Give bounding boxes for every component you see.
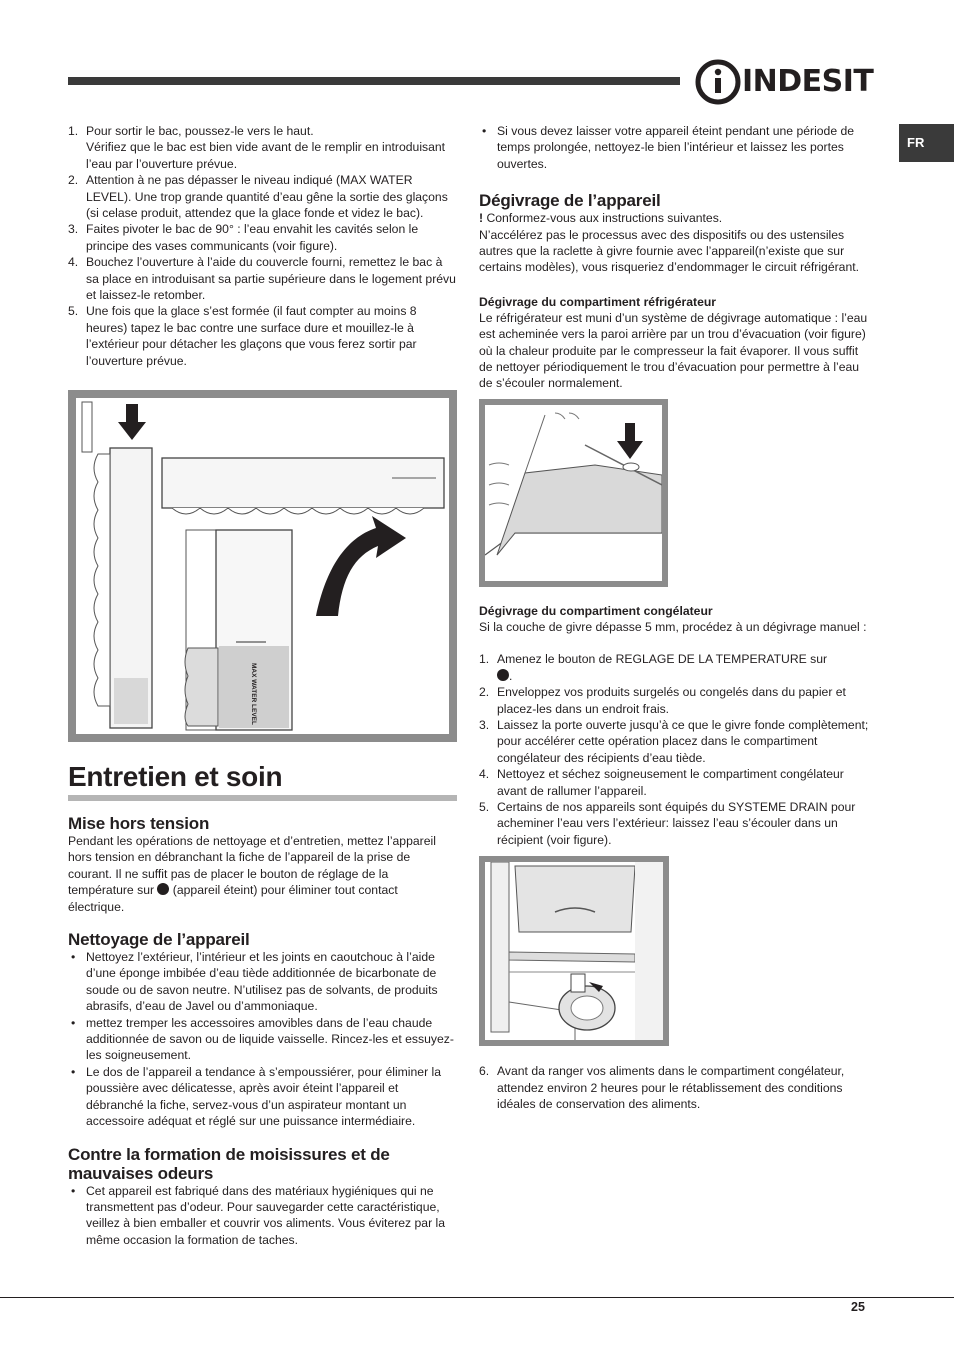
- left-column: [68, 123, 458, 1247]
- step-text: Une fois que la glace s’est formée (il faut compter au moins 8 heures) tapez le bac contre une surface dure et mouillez-le à l’extérieur pour détacher les glaçons que vous ferez sortir par l’ouverture prévue.: [86, 304, 417, 368]
- congelateur-intro: Si la couche de givre dépasse 5 mm, procédez à un dégivrage manuel :: [479, 619, 867, 634]
- fridge-drain-illustration: [485, 405, 662, 581]
- list-item: 6. Avant da ranger vos aliments dans le compartiment congélateur, attendez environ 2 heures pour le rétablissement des conditions idéales de conservation des aliments.: [479, 1064, 845, 1111]
- nettoyage-list: [68, 949, 457, 1129]
- heading-degivrage: Dégivrage de l’appareil: [479, 191, 661, 211]
- step-text: Attention à ne pas dépasser le niveau indiqué (MAX WATER LEVEL). Une trop grande quantité d’eau gêne la sortie des glaçons (si celase produit, attendez que la glace fonde et videz le bac).: [86, 173, 448, 221]
- freezer-drain-illustration: [485, 862, 663, 1040]
- list-item: 2. Enveloppez vos produits surgelés ou congelés dans du papier et placez-les dans un endroit frais.: [479, 685, 846, 716]
- list-item: • Si vous devez laisser votre appareil éteint pendant une période de temps prolongée, nettoyez-le bien l’intérieur et laissez les portes ouvertes.: [479, 123, 871, 172]
- list-item: • Cet appareil est fabriqué dans des matériaux hygiéniques qui ne transmettent pas d’odeur. Pour sauvegarder cette caractéristique, veillez à bien emballer et couvrir vos aliments. Vous éviterez par la même occasion la formation de taches.: [68, 1183, 457, 1249]
- list-item: 5. Une fois que la glace s’est formée (il faut compter au moins 8 heures) tapez le bac contre une surface dure et mouillez-le à l’extérieur pour détacher les glaçons que vous ferez sortir par l’ouverture prévue.: [68, 304, 417, 368]
- moisissures-list: [68, 1183, 457, 1249]
- list-item: 1. Pour sortir le bac, poussez-le vers le haut. Vérifiez que le bac est bien vide avant de le remplir en introduisant l’eau par l’ouverture prévue.: [68, 124, 446, 171]
- brand-wordmark: INDESIT: [742, 64, 874, 99]
- list-item: 2. Attention à ne pas dépasser le niveau indiqué (MAX WATER LEVEL). Une trop grande quantité d’eau gêne la sortie des glaçons (si celase produit, attendez que la glace fonde et videz le bac).: [68, 173, 448, 221]
- step-text: Bouchez l’ouverture à l’aide du couvercle fourni, remettez le bac à sa place en introduisant sa partie supérieure dans le logement prévu et laissez-le retomber.: [86, 255, 456, 303]
- fridge-drain-figure: [479, 399, 668, 587]
- header-bar: [68, 77, 680, 85]
- indesit-logo: [694, 58, 874, 106]
- congelateur-steps: [479, 651, 871, 848]
- list-item: 5. Certains de nos appareils sont équipés du SYSTEME DRAIN pour acheminer l’eau vers l’extérieur: laissez l’eau s’écouler dans un récipient (voir figure).: [479, 799, 856, 847]
- heading-refrigerateur: Dégivrage du compartiment réfrigérateur: [479, 294, 717, 309]
- ice-tray-figure: [68, 390, 457, 742]
- heading-mise-hors-tension: Mise hors tension: [68, 814, 210, 833]
- list-item: 3. Faites pivoter le bac de 90° : l’eau envahit les cavités selon le principe des vases communicants (voir figure).: [68, 222, 419, 253]
- list-item: 3. Laissez la porte ouverte jusqu’à ce que le givre fonde complètement; pour accélérer cette opération placez dans le compartiment congélateur des récipients d’eau tiède.: [479, 717, 869, 765]
- freezer-drain-figure: [479, 856, 669, 1046]
- list-item: • Nettoyez l’extérieur, l’intérieur et les joints en caoutchouc à l’aide d’une éponge imbibée d’eau tiède additionnée de bicarbonate de soude ou de savon neutre. N’utilisez pas de solvants, de produits abrasifs, d’eau de Javel ou d’ammoniaque.: [68, 949, 457, 1015]
- top-bullet-list: [479, 123, 871, 172]
- section-title: Entretien et soin: [68, 761, 457, 801]
- step-text: Pour sortir le bac, poussez-le vers le haut. Vérifiez que le bac est bien vide avant de le remplir en introduisant l’eau par l’ouverture prévue.: [86, 124, 446, 171]
- mise-hors-tension-text: Pendant les opérations de nettoyage et d’entretien, mettez l’appareil hors tension en débranchant la fiche de l’appareil de la prise de courant. Il ne suffit pas de placer le bouton de réglage de la température sur (appareil éteint) pour éliminer tout contact électrique.: [68, 834, 436, 914]
- refrigerateur-text: Le réfrigérateur est muni d’un système de dégivrage automatique : l’eau est acheminée vers la paroi arrière par un trou d’évacuation (voir figure) où la chaleur produite par le compresseur la fait évaporer. Il vous suffit de nettoyer périodiquement le trou d’évacuation pour permettre à l’eau de s’écouler normalement.: [479, 310, 868, 391]
- list-item: 1. Amenez le bouton de REGLAGE DE LA TEMPERATURE sur .: [479, 652, 828, 683]
- right-column: [479, 123, 871, 1112]
- list-item: 4. Nettoyez et séchez soigneusement le compartiment congélateur avant de rallumer l’appareil.: [479, 767, 844, 798]
- heading-moisissures: Contre la formation de moisissures et de mauvaises odeurs: [68, 1144, 390, 1183]
- language-tab: FR: [899, 124, 954, 162]
- list-item: • Le dos de l’appareil a tendance à s’empoussiérer, pour éliminer la poussière avec délicatesse, après avoir éteint l’appareil et débranché la fiche, servez-vous d’un aspirateur montant un accessoire adéquat et réglé sur une puissance intermédiaire.: [68, 1064, 457, 1130]
- off-symbol-icon: [497, 669, 509, 681]
- brand-mark-icon: [694, 58, 742, 106]
- step-text: Faites pivoter le bac de 90° : l’eau envahit les cavités selon le principe des vases communicants (voir figure).: [86, 222, 419, 253]
- list-item: 4. Bouchez l’ouverture à l’aide du couvercle fourni, remettez le bac à sa place en introduisant sa partie supérieure dans le logement prévu et laissez-le retomber.: [68, 255, 456, 303]
- max-water-level-label: MAX WATER LEVEL: [250, 663, 257, 725]
- degivrage-text: N’accélérez pas le processus avec des dispositifs ou des ustensiles autres que la raclette à givre fournie avec l’appareil(n’existe que sur certains modèles), vous risqueriez d’endommager le circuit réfrigérant.: [479, 227, 860, 275]
- warning-mark: !: [479, 211, 484, 226]
- off-symbol-icon: [157, 883, 169, 895]
- footer-rule: [0, 1297, 954, 1298]
- list-item: • mettez tremper les accessoires amovibles dans de l’eau chaude additionnée de savon ou de liquide vaisselle. Rincez-les et essuyez-les soigneusement.: [68, 1015, 457, 1064]
- page-number: 25: [851, 1300, 865, 1314]
- degivrage-warning: ! Conformez-vous aux instructions suivantes.: [479, 211, 723, 226]
- ice-tray-steps: [68, 123, 456, 369]
- heading-nettoyage: Nettoyage de l’appareil: [68, 930, 250, 950]
- congelateur-step6: [479, 1063, 871, 1112]
- ice-tray-illustration: [76, 398, 449, 734]
- heading-congelateur: Dégivrage du compartiment congélateur: [479, 603, 713, 618]
